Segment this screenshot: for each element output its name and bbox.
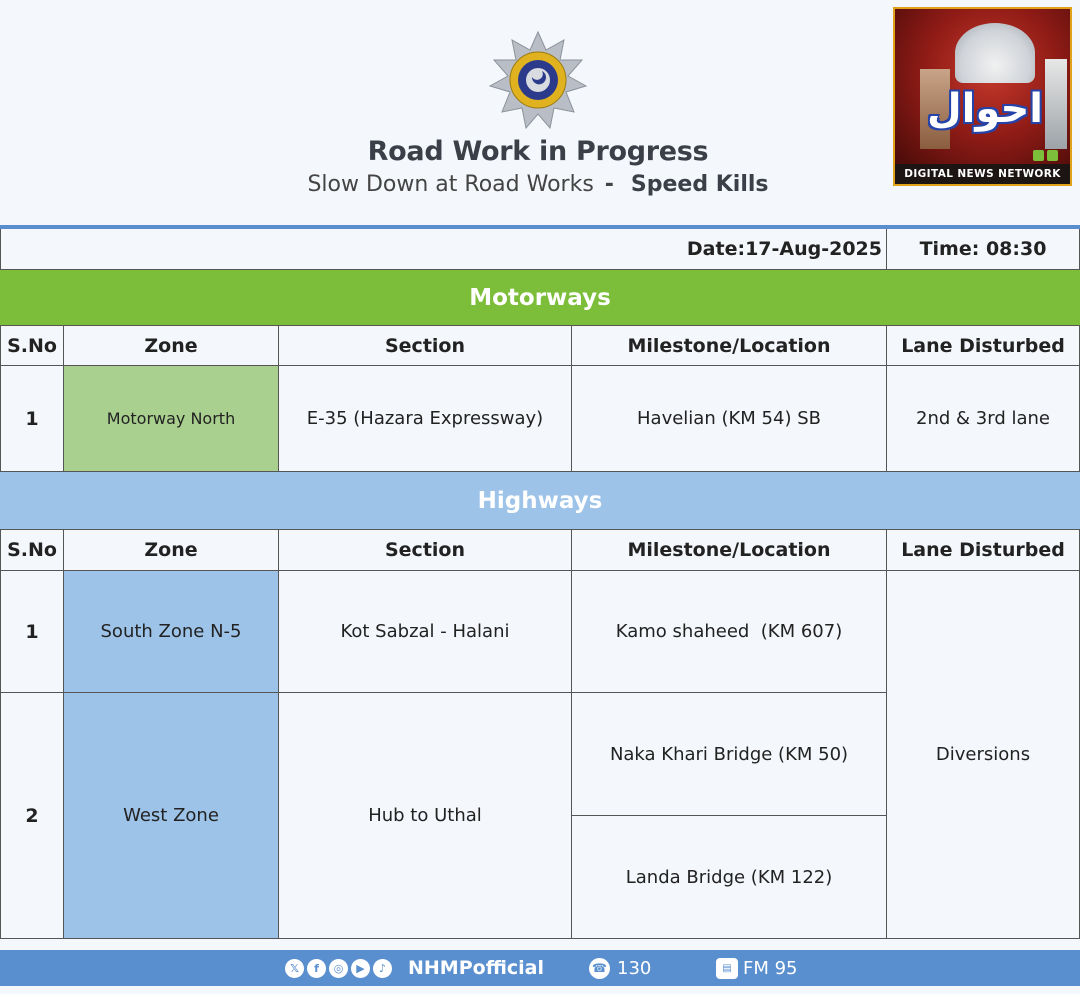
date-label: Date: xyxy=(686,238,746,260)
time-cell xyxy=(887,229,1080,270)
instagram-icon[interactable]: ◎ xyxy=(329,959,348,978)
highway-row1-sno: 1 xyxy=(0,571,64,693)
date-cell xyxy=(0,229,887,270)
highway-lane-merged: Diversions xyxy=(887,571,1080,939)
motorways-band: Motorways xyxy=(0,270,1080,326)
page-title: Road Work in Progress xyxy=(367,136,709,167)
logo-strip-text: DIGITAL NEWS NETWORK xyxy=(895,164,1070,184)
col-lane: Lane Disturbed xyxy=(887,326,1080,366)
highways-band: Highways xyxy=(0,472,1080,530)
highway-row1-location: Kamo shaheed (KM 607) xyxy=(572,571,887,693)
highway-row2-location-1: Naka Khari Bridge (KM 50) xyxy=(572,693,887,816)
radio-icon: ▤ xyxy=(716,958,738,979)
highway-row1-zone: South Zone N-5 xyxy=(64,571,279,693)
social-handle[interactable]: NHMPofficial xyxy=(408,957,544,979)
date-value: 17-Aug-2025 xyxy=(745,238,882,260)
time-value: 08:30 xyxy=(985,238,1047,260)
motorway-row-sno: 1 xyxy=(0,366,64,472)
header xyxy=(0,0,1080,226)
time-label: Time: xyxy=(919,238,980,260)
motorway-row-location: Havelian (KM 54) SB xyxy=(572,366,887,472)
hw-col-sno: S.No xyxy=(0,530,64,571)
highway-row2-zone: West Zone xyxy=(64,693,279,939)
col-location: Milestone/Location xyxy=(572,326,887,366)
facebook-icon[interactable]: f xyxy=(307,959,326,978)
subtitle-separator: - xyxy=(604,172,614,197)
motorway-row-lane: 2nd & 3rd lane xyxy=(887,366,1080,472)
social-icons xyxy=(285,959,395,978)
x-icon[interactable]: 𝕏 xyxy=(285,959,304,978)
youtube-icon[interactable]: ▶ xyxy=(351,959,370,978)
speed-kills-text: Speed Kills xyxy=(630,172,769,197)
helpline-number[interactable]: 130 xyxy=(617,958,652,979)
highway-row2-section: Hub to Uthal xyxy=(279,693,572,939)
nhmp-badge-icon xyxy=(488,30,588,130)
highway-row2-location-2: Landa Bridge (KM 122) xyxy=(572,816,887,939)
hw-col-zone: Zone xyxy=(64,530,279,571)
highway-row1-section: Kot Sabzal - Halani xyxy=(279,571,572,693)
highway-row2-sno: 2 xyxy=(0,693,64,939)
motorway-row-zone: Motorway North xyxy=(64,366,279,472)
radio-frequency: FM 95 xyxy=(743,958,798,979)
hw-col-lane: Lane Disturbed xyxy=(887,530,1080,571)
bottom-strip xyxy=(0,986,1080,994)
col-zone: Zone xyxy=(64,326,279,366)
motorway-row-section: E-35 (Hazara Expressway) xyxy=(279,366,572,472)
hw-col-section: Section xyxy=(279,530,572,571)
logo-script-artwork: احوال xyxy=(926,86,1044,132)
phone-icon: ☎ xyxy=(589,958,610,979)
col-sno: S.No xyxy=(0,326,64,366)
tiktok-icon[interactable]: ♪ xyxy=(373,959,392,978)
footer-bar xyxy=(0,950,1080,986)
hw-col-location: Milestone/Location xyxy=(572,530,887,571)
subtitle-text: Slow Down at Road Works xyxy=(307,172,594,197)
col-section: Section xyxy=(279,326,572,366)
news-network-logo xyxy=(893,7,1072,186)
